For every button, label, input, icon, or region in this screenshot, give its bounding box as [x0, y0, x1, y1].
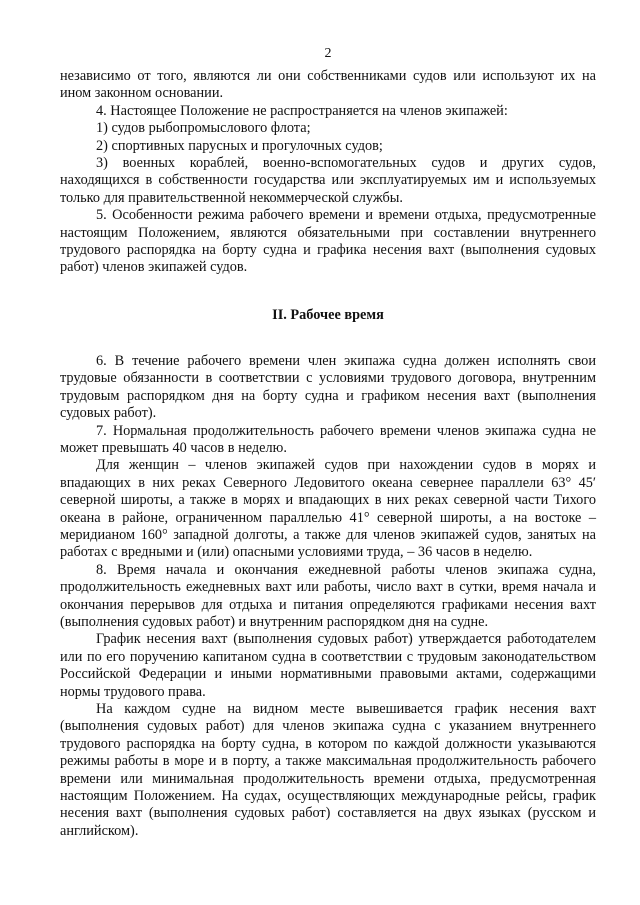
list-item-4-2: 2) спортивных парусных и прогулочных судов; — [96, 137, 383, 154]
paragraph-7: 7. Нормальная продолжительность рабочего времени членов экипажа судна не может превышать 40 часов в неделю. — [60, 422, 596, 456]
paragraph-8-display: На каждом судне на видном месте вывешивается график несения вахт (выполнения судовых работ) для членов экипажа судна с указанием внутреннего трудового распорядка на борту судна, в котором по каждой должности указываются режимы работы в море и в порту, а также максимальная продолжительность рабочего времени или минимальная продолжительность времени отдыха, предусмотренная настоящим Положением. На судах, осуществляющих международные рейсы, график несения вахт (выполнения судовых работ) составляется на двух языках (русском и английском). — [60, 701, 596, 839]
page-number: 2 — [324, 46, 332, 61]
list-item-4-3: 3) военных кораблей, военно-вспомогательных судов и других судов, находящихся в собственности государства или эксплуатируемых им и используемых только для правительственной некоммерческой службы. — [60, 155, 596, 206]
paragraph-6: 6. В течение рабочего времени член экипажа судна должен исполнять свои трудовые обязанности в соответствии с условиями трудового договора, внутренним трудовым распорядком дня на борту судна и графиком несения вахт (выполнения судовых работ). — [60, 352, 596, 422]
section-heading: II. Рабочее время — [272, 306, 384, 323]
paragraph-continuation: независимо от того, являются ли они собственниками судов или используют их на ином законном основании. — [60, 68, 596, 102]
paragraph-5: 5. Особенности режима рабочего времени и времени отдыха, предусмотренные настоящим Положением, являются обязательными при составлении внутреннего трудового распорядка на борту судна и графика несения вахт (выполнения судовых работ) членов экипажей судов. — [60, 207, 596, 276]
paragraph-8: 8. Время начала и окончания ежедневной работы членов экипажа судна, продолжительность ежедневных вахт или работы, число вахт в сутки, время начала и окончания перерывов для отдыха и питания определяются графиками несения вахт (выполнения судовых работ) и внутренним распорядком дня на судне. — [60, 561, 596, 630]
paragraph-7-women: Для женщин – членов экипажей судов при нахождении судов в морях и впадающих в них реках Северного Ледовитого океана севернее параллели 63° 45′ северной широты, а также в морях и впадающих в них реках северной части Тихого океана в районе, ограниченном параллелью 41° северной широты, а на востоке – меридианом 160° западной долготы, а также для членов экипажей судов, занятых на работах с вредными и (или) опасными условиями труда, – 36 часов в неделю. — [60, 457, 596, 561]
paragraph-8-schedule: График несения вахт (выполнения судовых работ) утверждается работодателем или по его поручению капитаном судна в соответствии с трудовым законодательством Российской Федерации и иными нормативными правовыми актами, содержащими нормы трудового права. — [60, 631, 596, 700]
list-item-4-1: 1) судов рыбопромыслового флота; — [96, 120, 311, 137]
paragraph-4: 4. Настоящее Положение не распространяется на членов экипажей: — [96, 102, 508, 119]
